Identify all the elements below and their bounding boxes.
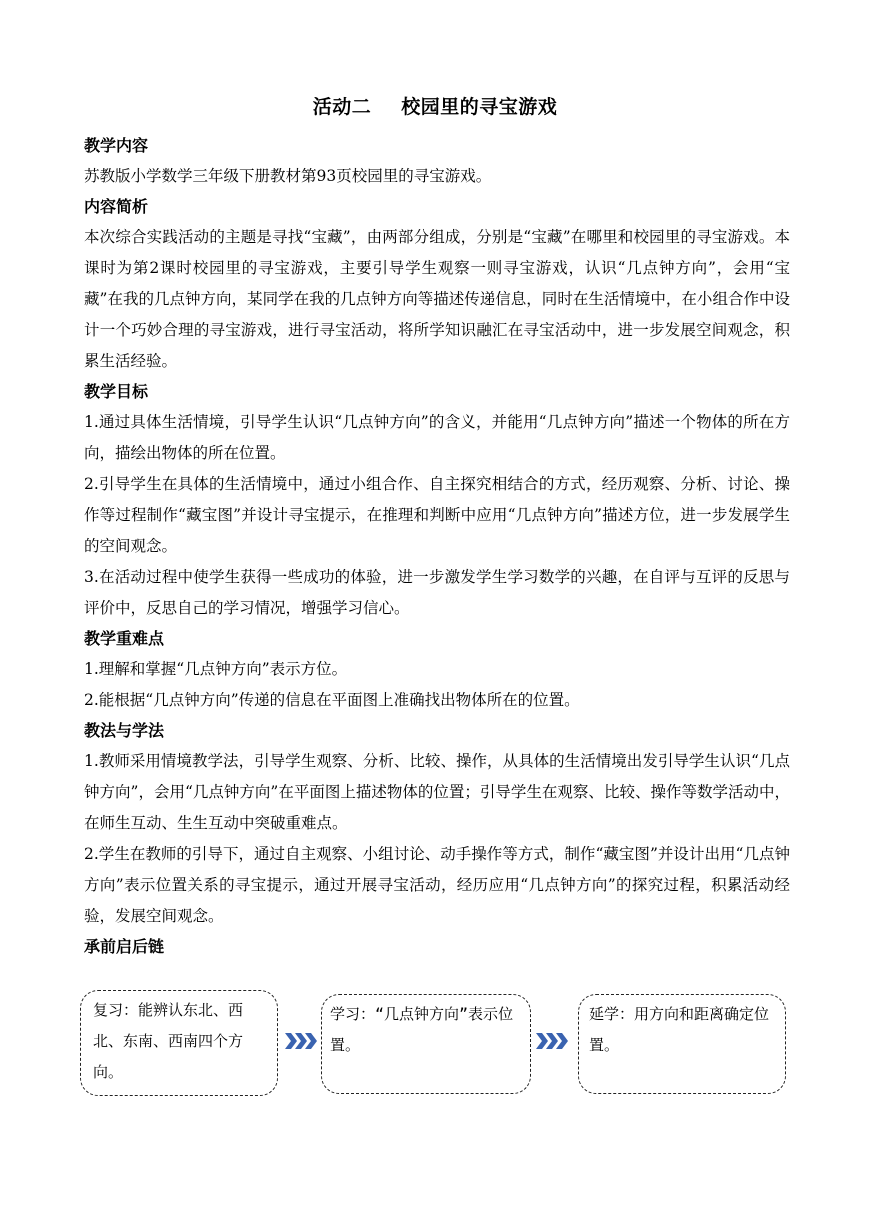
teaching-content-text: 苏教版小学数学三年级下册教材第93页校园里的寻宝游戏。 [84,167,492,185]
page-title [0,92,870,119]
goal-item: 3.在活动过程中使学生获得一些成功的体验，进一步激发学生学习数学的兴趣，在自评与互评的反思与评价中，反思自己的学习情况，增强学习信心。 [84,568,790,617]
goal-item: 2.引导学生在具体的生活情境中，通过小组合作、自主探究相结合的方式，经历观察、分析、讨论、操作等过程制作“藏宝图”并设计寻宝提示，在推理和判断中应用“几点钟方向”描述方位，进一步发展学生的空间观念。 [84,475,790,555]
title-topic: 校园里的寻宝游戏 [401,96,558,118]
heading-key-points: 教学重难点 [84,629,165,648]
double-chevron-icon [534,1030,568,1052]
extend-box: 延学：用方向和距离确定位置。 [578,994,786,1094]
double-chevron-icon [283,1030,317,1052]
heading-content-analysis: 内容简析 [84,197,149,216]
content-analysis-text: 本次综合实践活动的主题是寻找“宝藏”，由两部分组成，分别是“宝藏”在哪里和校园里的寻宝游戏。本课时为第2课时校园里的寻宝游戏，主要引导学生观察一则寻宝游戏，认识“几点钟方向”，会用“宝藏”在我的几点钟方向，某同学在我的几点钟方向等描述传递信息，同时在生活情境中，在小组合作中设计一个巧妙合理的寻宝游戏，进行寻宝活动，将所学知识融汇在寻宝活动中，进一步发展空间观念，积累生活经验。 [84,228,790,370]
method-item: 2.学生在教师的引导下，通过自主观察、小组讨论、动手操作等方式，制作“藏宝图”并设计出用“几点钟方向”表示位置关系的寻宝提示，通过开展寻宝活动，经历应用“几点钟方向”的探究过程，积累活动经验，发展空间观念。 [84,845,790,925]
document-body [84,131,790,962]
goal-item: 1.通过具体生活情境，引导学生认识“几点钟方向”的含义，并能用“几点钟方向”描述一个物体的所在方向，描绘出物体的所在位置。 [84,413,790,462]
heading-methods: 教法与学法 [84,721,165,740]
link-chain-diagram [80,990,790,1100]
review-box: 复习：能辨认东北、西北、东南、西南四个方向。 [80,990,278,1096]
heading-teaching-goals: 教学目标 [84,382,149,401]
key-point-item: 1.理解和掌握“几点钟方向”表示方位。 [84,660,348,678]
heading-link-chain: 承前启后链 [84,937,165,956]
title-activity: 活动二 [312,96,372,118]
method-item: 1.教师采用情境教学法，引导学生观察、分析、比较、操作，从具体的生活情境出发引导学生认识“几点钟方向”，会用“几点钟方向”在平面图上描述物体的位置；引导学生在观察、比较、操作等数学活动中，在师生互动、生生互动中突破重难点。 [84,752,790,832]
learn-box: 学习：“几点钟方向”表示位置。 [321,994,531,1094]
key-point-item: 2.能根据“几点钟方向”传递的信息在平面图上准确找出物体所在的位置。 [84,691,580,709]
heading-teaching-content: 教学内容 [84,136,149,155]
